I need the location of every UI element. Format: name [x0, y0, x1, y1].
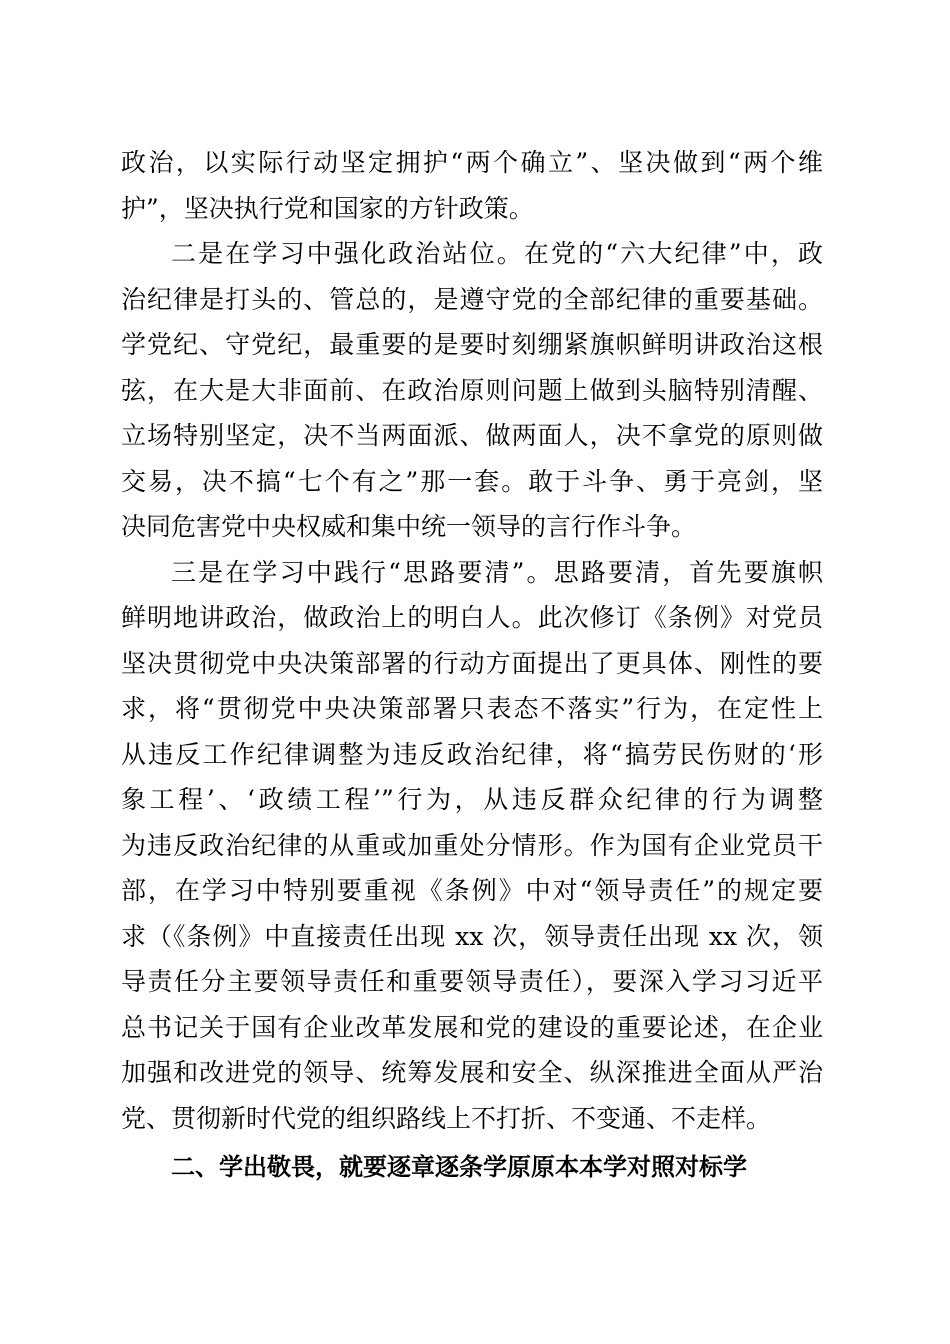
text-line-19: 导责任分主要领导责任和重要领导责任），要深入学习习近平: [121, 967, 823, 996]
text-line-13: 求，将“贯彻党中央决策部署只表态不落实”行为，在定性上: [121, 694, 823, 723]
text-line-22: 党、贯彻新时代党的组织路线上不打折、不变通、不走样。: [121, 1103, 772, 1133]
text-line-1: 政治，以实际行动坚定拥护“两个确立”、坚决做到“两个维: [121, 148, 823, 177]
text-line-18: 求（《条例》中直接责任出现 xx 次，领导责任出现 xx 次，领: [121, 921, 823, 951]
text-line-3: 二是在学习中强化政治站位。在党的“六大纪律”中，政: [171, 239, 823, 268]
text-line-7: 立场特别坚定，决不当两面派、做两面人，决不拿党的原则做: [121, 421, 823, 450]
text-line-5: 学党纪、守党纪，最重要的是要时刻绷紧旗帜鲜明讲政治这根: [121, 330, 823, 359]
text-line-9: 决同危害党中央权威和集中统一领导的言行作斗争。: [121, 512, 697, 541]
text-line-10: 三是在学习中践行“思路要清”。思路要清，首先要旗帜: [171, 557, 823, 587]
text-line-12: 坚决贯彻党中央决策部署的行动方面提出了更具体、刚性的要: [121, 648, 823, 678]
text-line-11: 鲜明地讲政治，做政治上的明白人。此次修订《条例》对党员: [121, 603, 823, 632]
text-line-16: 为违反政治纪律的从重或加重处分情形。作为国有企业党员干: [121, 830, 823, 860]
section-heading: 二、学出敬畏，就要逐章逐条学原原本本学对照对标学: [171, 1153, 747, 1181]
body-text: [121, 140, 823, 1191]
text-line-8: 交易，决不搞“七个有之”那一套。敢于斗争、勇于亮剑，坚: [121, 466, 823, 496]
text-line-4: 治纪律是打头的、管总的，是遵守党的全部纪律的重要基础。: [121, 284, 823, 314]
text-line-14: 从违反工作纪律调整为违反政治纪律，将“搞劳民伤财的‘形: [121, 739, 823, 769]
text-line-6: 弦，在大是大非面前、在政治原则问题上做到头脑特别清醒、: [121, 375, 823, 405]
text-line-20: 总书记关于国有企业改革发展和党的建设的重要论述，在企业: [121, 1012, 823, 1042]
text-line-15: 象工程’、‘政绩工程’”行为，从违反群众纪律的行为调整: [121, 785, 823, 814]
text-line-17: 部，在学习中特别要重视《条例》中对“领导责任”的规定要: [121, 876, 823, 905]
text-line-21: 加强和改进党的领导、统筹发展和安全、纵深推进全面从严治: [121, 1058, 823, 1087]
text-line-2: 护”，坚决执行党和国家的方针政策。: [121, 193, 534, 223]
